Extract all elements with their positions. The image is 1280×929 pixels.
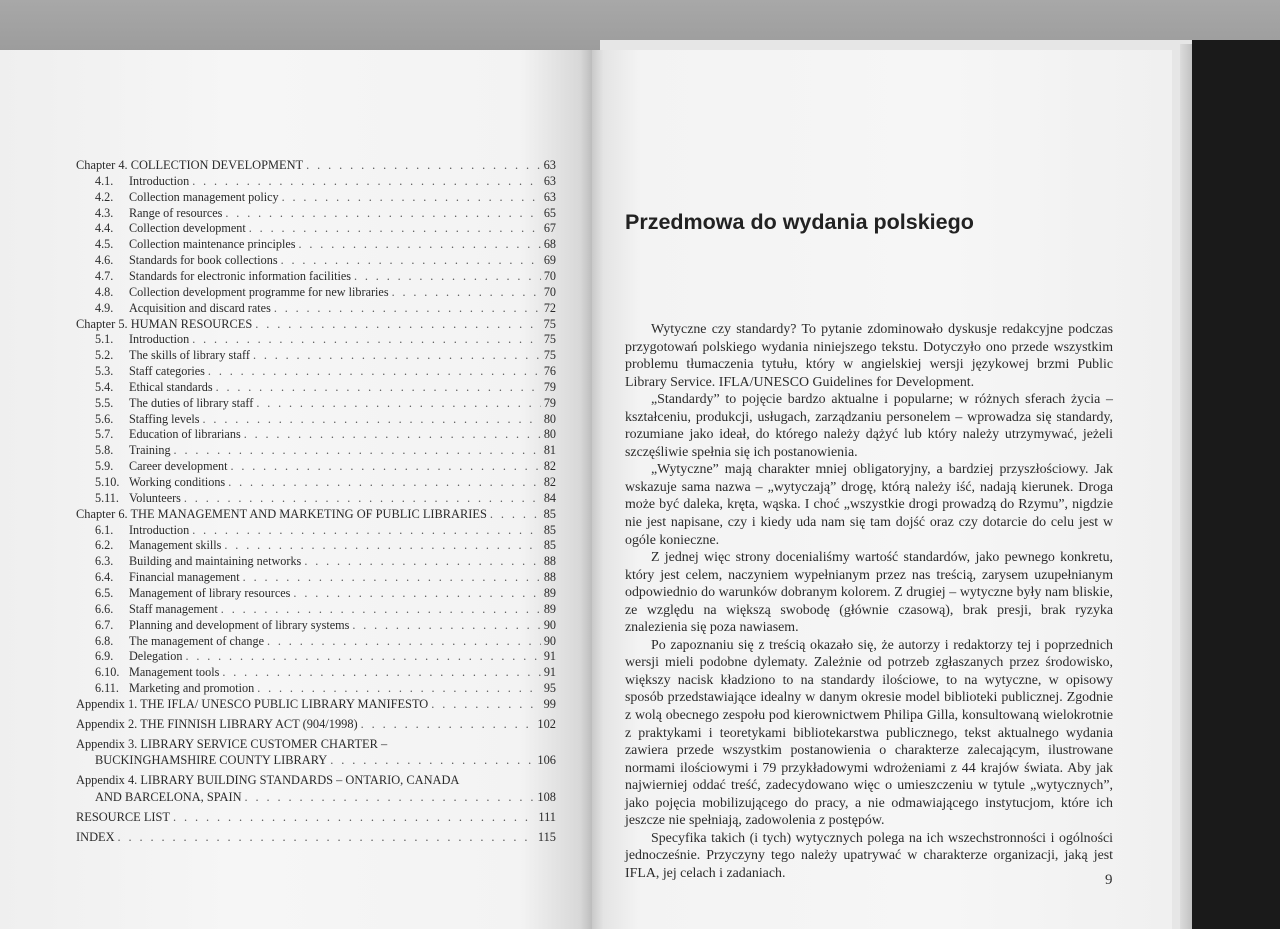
toc-title: Management tools [129, 665, 220, 680]
toc-chapter [76, 696, 556, 712]
toc-item-number: 4.2. [95, 189, 114, 204]
toc-leader-dots [281, 252, 541, 268]
toc-title: Planning and development of library systems [129, 617, 350, 632]
toc-page-number: 63 [543, 189, 556, 204]
toc-title: Working conditions [129, 475, 226, 489]
toc-title: Introduction [129, 332, 190, 347]
toc-leader-dots [282, 189, 541, 205]
toc-title: Chapter 5. HUMAN RESOURCES [76, 316, 253, 331]
toc-page-number: 85 [543, 506, 556, 521]
toc-page-number: 81 [543, 443, 556, 458]
toc-page-number: 75 [543, 348, 556, 363]
toc-page-number: 89 [543, 601, 556, 616]
toc-title: Building and maintaining networks [129, 554, 302, 569]
toc-chapter-continued [95, 789, 556, 805]
toc-title: Collection development [129, 221, 246, 236]
toc-leader-dots [392, 284, 541, 300]
toc-page-number: 75 [543, 316, 556, 331]
toc-item [95, 442, 556, 458]
toc-item [95, 426, 556, 442]
toc-item [95, 395, 556, 411]
toc-page-number: 111 [538, 810, 556, 824]
toc-chapter [76, 772, 556, 788]
toc-title: Management skills [129, 538, 222, 553]
toc-chapter [76, 736, 556, 752]
toc-item [95, 680, 556, 696]
toc-leader-dots [203, 411, 541, 427]
toc-chapter [76, 829, 556, 845]
toc-item [95, 205, 556, 221]
toc-item-number: 6.1. [95, 522, 114, 537]
toc-item-number: 6.4. [95, 570, 114, 585]
toc-item-number: 4.4. [95, 221, 114, 236]
toc-page-number: 95 [543, 681, 556, 696]
toc-item-number: 5.2. [95, 348, 114, 363]
toc-leader-dots [249, 220, 541, 236]
toc-page-number: 69 [543, 253, 556, 268]
toc-page-number: 102 [537, 716, 556, 731]
toc-leader-dots [222, 664, 540, 680]
toc-title: Management of library resources [129, 585, 291, 600]
toc-page-number: 115 [537, 829, 556, 844]
toc-item [95, 331, 556, 347]
toc-item [95, 569, 556, 585]
toc-title: Standards for electronic information facilities [129, 268, 352, 283]
toc-page-number: 85 [543, 538, 556, 553]
toc-title: The management of change [129, 633, 265, 648]
toc-item [95, 585, 556, 601]
toc-leader-dots [330, 752, 534, 768]
toc-title: Chapter 4. COLLECTION DEVELOPMENT [76, 158, 304, 172]
toc-item-number: 6.3. [95, 554, 114, 569]
toc-title: Collection development programme for new libraries [129, 284, 389, 299]
toc-item [95, 490, 556, 506]
toc-leader-dots [244, 426, 541, 442]
toc-item [95, 411, 556, 427]
toc-leader-dots [253, 347, 541, 363]
toc-item-number: 6.7. [95, 617, 114, 632]
toc-page-number: 89 [543, 585, 556, 600]
toc-title: Appendix 1. THE IFLA/ UNESCO PUBLIC LIBRARY MANIFESTO [76, 696, 429, 711]
toc-title: Training [129, 443, 171, 458]
toc-item [95, 268, 556, 284]
toc-leader-dots [184, 490, 541, 506]
toc-page-number: 67 [543, 221, 556, 236]
toc-item [95, 458, 556, 474]
toc-page-number: 91 [543, 665, 556, 680]
toc-leader-dots [174, 442, 541, 458]
toc-leader-dots [361, 716, 535, 732]
toc-page-number: 82 [543, 459, 556, 474]
scanner-edge [1192, 40, 1280, 929]
toc-item-number: 5.3. [95, 364, 114, 379]
toc-title: Education of librarians [129, 427, 241, 442]
toc-item [95, 284, 556, 300]
toc-page-number: 85 [543, 522, 556, 537]
toc-item-number: 4.7. [95, 268, 114, 283]
left-page [0, 50, 592, 929]
toc-leader-dots [224, 537, 540, 553]
toc-item [95, 189, 556, 205]
toc-item-number: 6.6. [95, 601, 114, 616]
toc-leader-dots [306, 157, 540, 173]
toc-page-number: 70 [543, 284, 556, 299]
toc-leader-dots [299, 236, 541, 252]
toc-item [95, 617, 556, 633]
toc-page-number: 75 [543, 332, 556, 347]
toc-title: Appendix 3. LIBRARY SERVICE CUSTOMER CHARTER – [76, 736, 388, 751]
toc-page-number: 82 [543, 475, 556, 489]
toc-leader-dots [352, 617, 540, 633]
toc-item [95, 537, 556, 553]
toc-title: Career development [129, 459, 228, 474]
preface-paragraph: Po zapoznaniu się z treścią okazało się, że autorzy i redaktorzy tej i poprzednich wersji mieli podobne dylematy. Zależnie od potrzeb zgłaszanych przez środowisko, większy nacisk kładziono to na standardy ilościowe, to na wytyczne, w opisowy sposób przedstawiające idealny w danym okresie model biblioteki publicznej. Zgodnie z wolą obecnego zespołu pod kierownictwem Philipa Gilla, konsultowaną wielokrotnie z praktykami i teoretykami bibliotekarstwa publicznego, tekst aktualnego wydania zawiera przede wszystkim postanowienia o charakterze zalecającym, ilustrowane normami ilościowymi i 79 przykładowymi wdrożeniami z 44 krajów świata. Aby jak najwierniej oddać treść, zadecydowano więc o umieszczeniu w tytule „wytycznych”, jako pojęcia mobilizującego do pracy, a nie odmawiającego instytucjom, które ich jeszcze nie spełniają, zadowolenia z postępów. [625, 637, 1113, 829]
toc-leader-dots [490, 506, 541, 522]
right-page [592, 50, 1172, 929]
toc-item-number: 4.9. [95, 300, 114, 315]
toc-title: Collection maintenance principles [129, 237, 296, 252]
toc-item [95, 474, 556, 490]
toc-leader-dots [431, 696, 540, 712]
toc-leader-dots [216, 379, 541, 395]
toc-page-number: 106 [537, 753, 556, 768]
toc-title: Appendix 4. LIBRARY BUILDING STANDARDS – ONTARIO, CANADA [76, 773, 460, 788]
preface-page [592, 50, 1172, 929]
toc-title: The skills of library staff [129, 348, 250, 363]
toc-page-number: 76 [543, 364, 556, 379]
toc-title: INDEX [76, 829, 115, 844]
toc-title: Delegation [129, 649, 183, 664]
toc-item-number: 5.9. [95, 459, 114, 474]
toc-title-line2: BUCKINGHAMSHIRE COUNTY LIBRARY [95, 753, 328, 768]
toc-item-number: 4.6. [95, 253, 114, 268]
toc-title: Collection management policy [129, 189, 279, 204]
toc-item-number: 6.8. [95, 633, 114, 648]
toc-item-number: 4.5. [95, 237, 114, 252]
toc-item [95, 648, 556, 664]
toc-item-number: 4.1. [95, 173, 114, 188]
toc-chapter [76, 506, 556, 522]
toc-title: Financial management [129, 570, 240, 585]
toc-leader-dots [274, 300, 541, 316]
toc-item [95, 220, 556, 236]
toc-item [95, 664, 556, 680]
toc-page-number: 70 [543, 268, 556, 283]
toc-chapter [76, 316, 556, 332]
preface-paragraph: Specyfika takich (i tych) wytycznych polega na ich wszechstronności i ogólności jednocześnie. Przyczyny tego należy upatrywać w charakterze organizacji, jaką jest IFLA, jej celach i zadaniach. [625, 830, 1113, 881]
toc-item-number: 6.9. [95, 649, 114, 664]
toc-leader-dots [208, 363, 541, 379]
toc-title: Staffing levels [129, 411, 200, 426]
toc-leader-dots [192, 331, 541, 347]
preface-paragraph: Z jednej więc strony docenialiśmy wartość standardów, jako pewnego konkretu, który jest celem, naczyniem wypełnianym przez nas treścią, zarysem uzupełnianym odpowiednio do warunków dobranym kolorem. Z drugiej – wytyczne były nam bliskie, ze względu na większą swobodę (głównie czasową), brak presji, brak ryzyka znalezienia się poza nawiasem. [625, 550, 1113, 636]
toc-title: Volunteers [129, 490, 181, 505]
toc-item-number: 6.11. [95, 681, 119, 696]
toc-page-number: 91 [543, 649, 556, 664]
toc-page-number: 63 [543, 173, 556, 188]
toc-title: Marketing and promotion [129, 681, 255, 696]
toc-page-number: 108 [537, 790, 556, 805]
page-title: Przedmowa do wydania polskiego [625, 210, 974, 234]
toc-leader-dots [245, 789, 535, 805]
toc-page-number: 84 [543, 490, 556, 505]
toc-chapter-continued [95, 752, 556, 768]
toc-page-number: 79 [543, 395, 556, 410]
toc-leader-dots [221, 601, 541, 617]
toc-chapter [76, 809, 556, 825]
toc-item-number: 5.8. [95, 443, 114, 458]
toc-leader-dots [192, 522, 541, 538]
toc-title: Acquisition and discard rates [129, 300, 271, 315]
toc-page-number: 90 [543, 633, 556, 648]
toc-item-number: 4.3. [95, 205, 114, 220]
toc-leader-dots [354, 268, 541, 284]
toc-page-number: 63 [543, 158, 556, 172]
toc-title: Introduction [129, 522, 190, 537]
toc-title: Range of resources [129, 205, 223, 220]
toc-item-number: 6.5. [95, 585, 114, 600]
toc-item-number: 6.10. [95, 665, 120, 680]
toc-page-number: 65 [543, 205, 556, 220]
toc-leader-dots [304, 553, 541, 569]
toc-chapter [76, 716, 556, 732]
toc-page-number: 88 [543, 554, 556, 569]
toc-item [95, 236, 556, 252]
toc-page-number: 80 [543, 411, 556, 426]
toc-item-number: 5.10. [95, 475, 120, 489]
preface-paragraph: „Standardy” to pojęcie bardzo aktualne i popularne; w różnych sferach życia – kształceniu, produkcji, usługach, zarządzaniu personelem – wprowadza się standardy, rozumiane jako ideał, do którego należy dążyć lub który należy utrzymywać, jeżeli szczęśliwie spełnia się ich postanowienia. [625, 392, 1113, 460]
toc-title: RESOURCE LIST [76, 810, 170, 824]
toc-title: Appendix 2. THE FINNISH LIBRARY ACT (904/1998) [76, 716, 358, 731]
page-number: 9 [1105, 872, 1113, 888]
toc-item [95, 601, 556, 617]
toc-item [95, 363, 556, 379]
toc-leader-dots [225, 205, 540, 221]
toc-item-number: 4.8. [95, 284, 114, 299]
toc-item [95, 379, 556, 395]
toc-page-number: 79 [543, 379, 556, 394]
toc-item-number: 5.5. [95, 395, 114, 410]
toc-item [95, 553, 556, 569]
toc-leader-dots [228, 474, 541, 490]
toc-title: Ethical standards [129, 379, 213, 394]
toc-leader-dots [243, 569, 541, 585]
table-of-contents [0, 50, 592, 929]
toc-item [95, 300, 556, 316]
toc-item [95, 633, 556, 649]
preface-paragraph: „Wytyczne” mają charakter mniej obligatoryjny, a bardziej przyszłościowy. Jak wskazuje sama nazwa – „wytyczają” drogę, którą należy iść, nadają kierunek. Droga może być daleka, kręta, wąska. I choć „wszystkie drogi prowadzą do Rzymu”, nigdzie nie jest napisane, czy i kiedy uda nam się tam dojść oraz czy dotarcie do celu jest w ogóle konieczne. [625, 462, 1113, 548]
toc-item-number: 5.7. [95, 427, 114, 442]
toc-page-number: 88 [543, 570, 556, 585]
toc-item [95, 252, 556, 268]
toc-title: Staff categories [129, 364, 205, 379]
toc-item [95, 173, 556, 189]
toc-page-number: 68 [543, 237, 556, 252]
toc-leader-dots [118, 829, 535, 845]
toc-page-number: 72 [543, 300, 556, 315]
toc-item-number: 5.4. [95, 379, 114, 394]
toc-title: The duties of library staff [129, 395, 254, 410]
toc-item-number: 6.2. [95, 538, 114, 553]
toc-title: Introduction [129, 173, 190, 188]
toc-item-number: 5.1. [95, 332, 114, 347]
toc-leader-dots [257, 680, 541, 696]
toc-page-number: 99 [543, 696, 556, 711]
toc-item-number: 5.11. [95, 490, 119, 505]
toc-item-number: 5.6. [95, 411, 114, 426]
toc-title: Standards for book collections [129, 253, 278, 268]
preface-paragraph: Wytyczne czy standardy? To pytanie zdominowało dyskusje redakcyjne podczas przygotowań polskiego wydania niniejszego tekstu. Dotyczyło ono przede wszystkim problemu tłumaczenia tytułu, który w angielskiej wersji językowej brzmi Public Library Service. IFLA/UNESCO Guidelines for Development. [625, 322, 1113, 390]
toc-leader-dots [173, 809, 535, 825]
toc-page-number: 90 [543, 617, 556, 632]
toc-leader-dots [192, 173, 541, 189]
toc-chapter [76, 157, 556, 173]
toc-item [95, 522, 556, 538]
toc-leader-dots [230, 458, 540, 474]
toc-item [95, 347, 556, 363]
toc-leader-dots [293, 585, 540, 601]
toc-leader-dots [267, 633, 541, 649]
toc-title: Chapter 6. THE MANAGEMENT AND MARKETING OF PUBLIC LIBRARIES [76, 506, 487, 521]
preface-body [625, 321, 1113, 883]
toc-title-line2: AND BARCELONA, SPAIN [95, 790, 242, 805]
toc-leader-dots [185, 648, 540, 664]
toc-page-number: 80 [543, 427, 556, 442]
toc-title: Staff management [129, 601, 218, 616]
toc-leader-dots [256, 395, 540, 411]
toc-leader-dots [255, 316, 540, 332]
